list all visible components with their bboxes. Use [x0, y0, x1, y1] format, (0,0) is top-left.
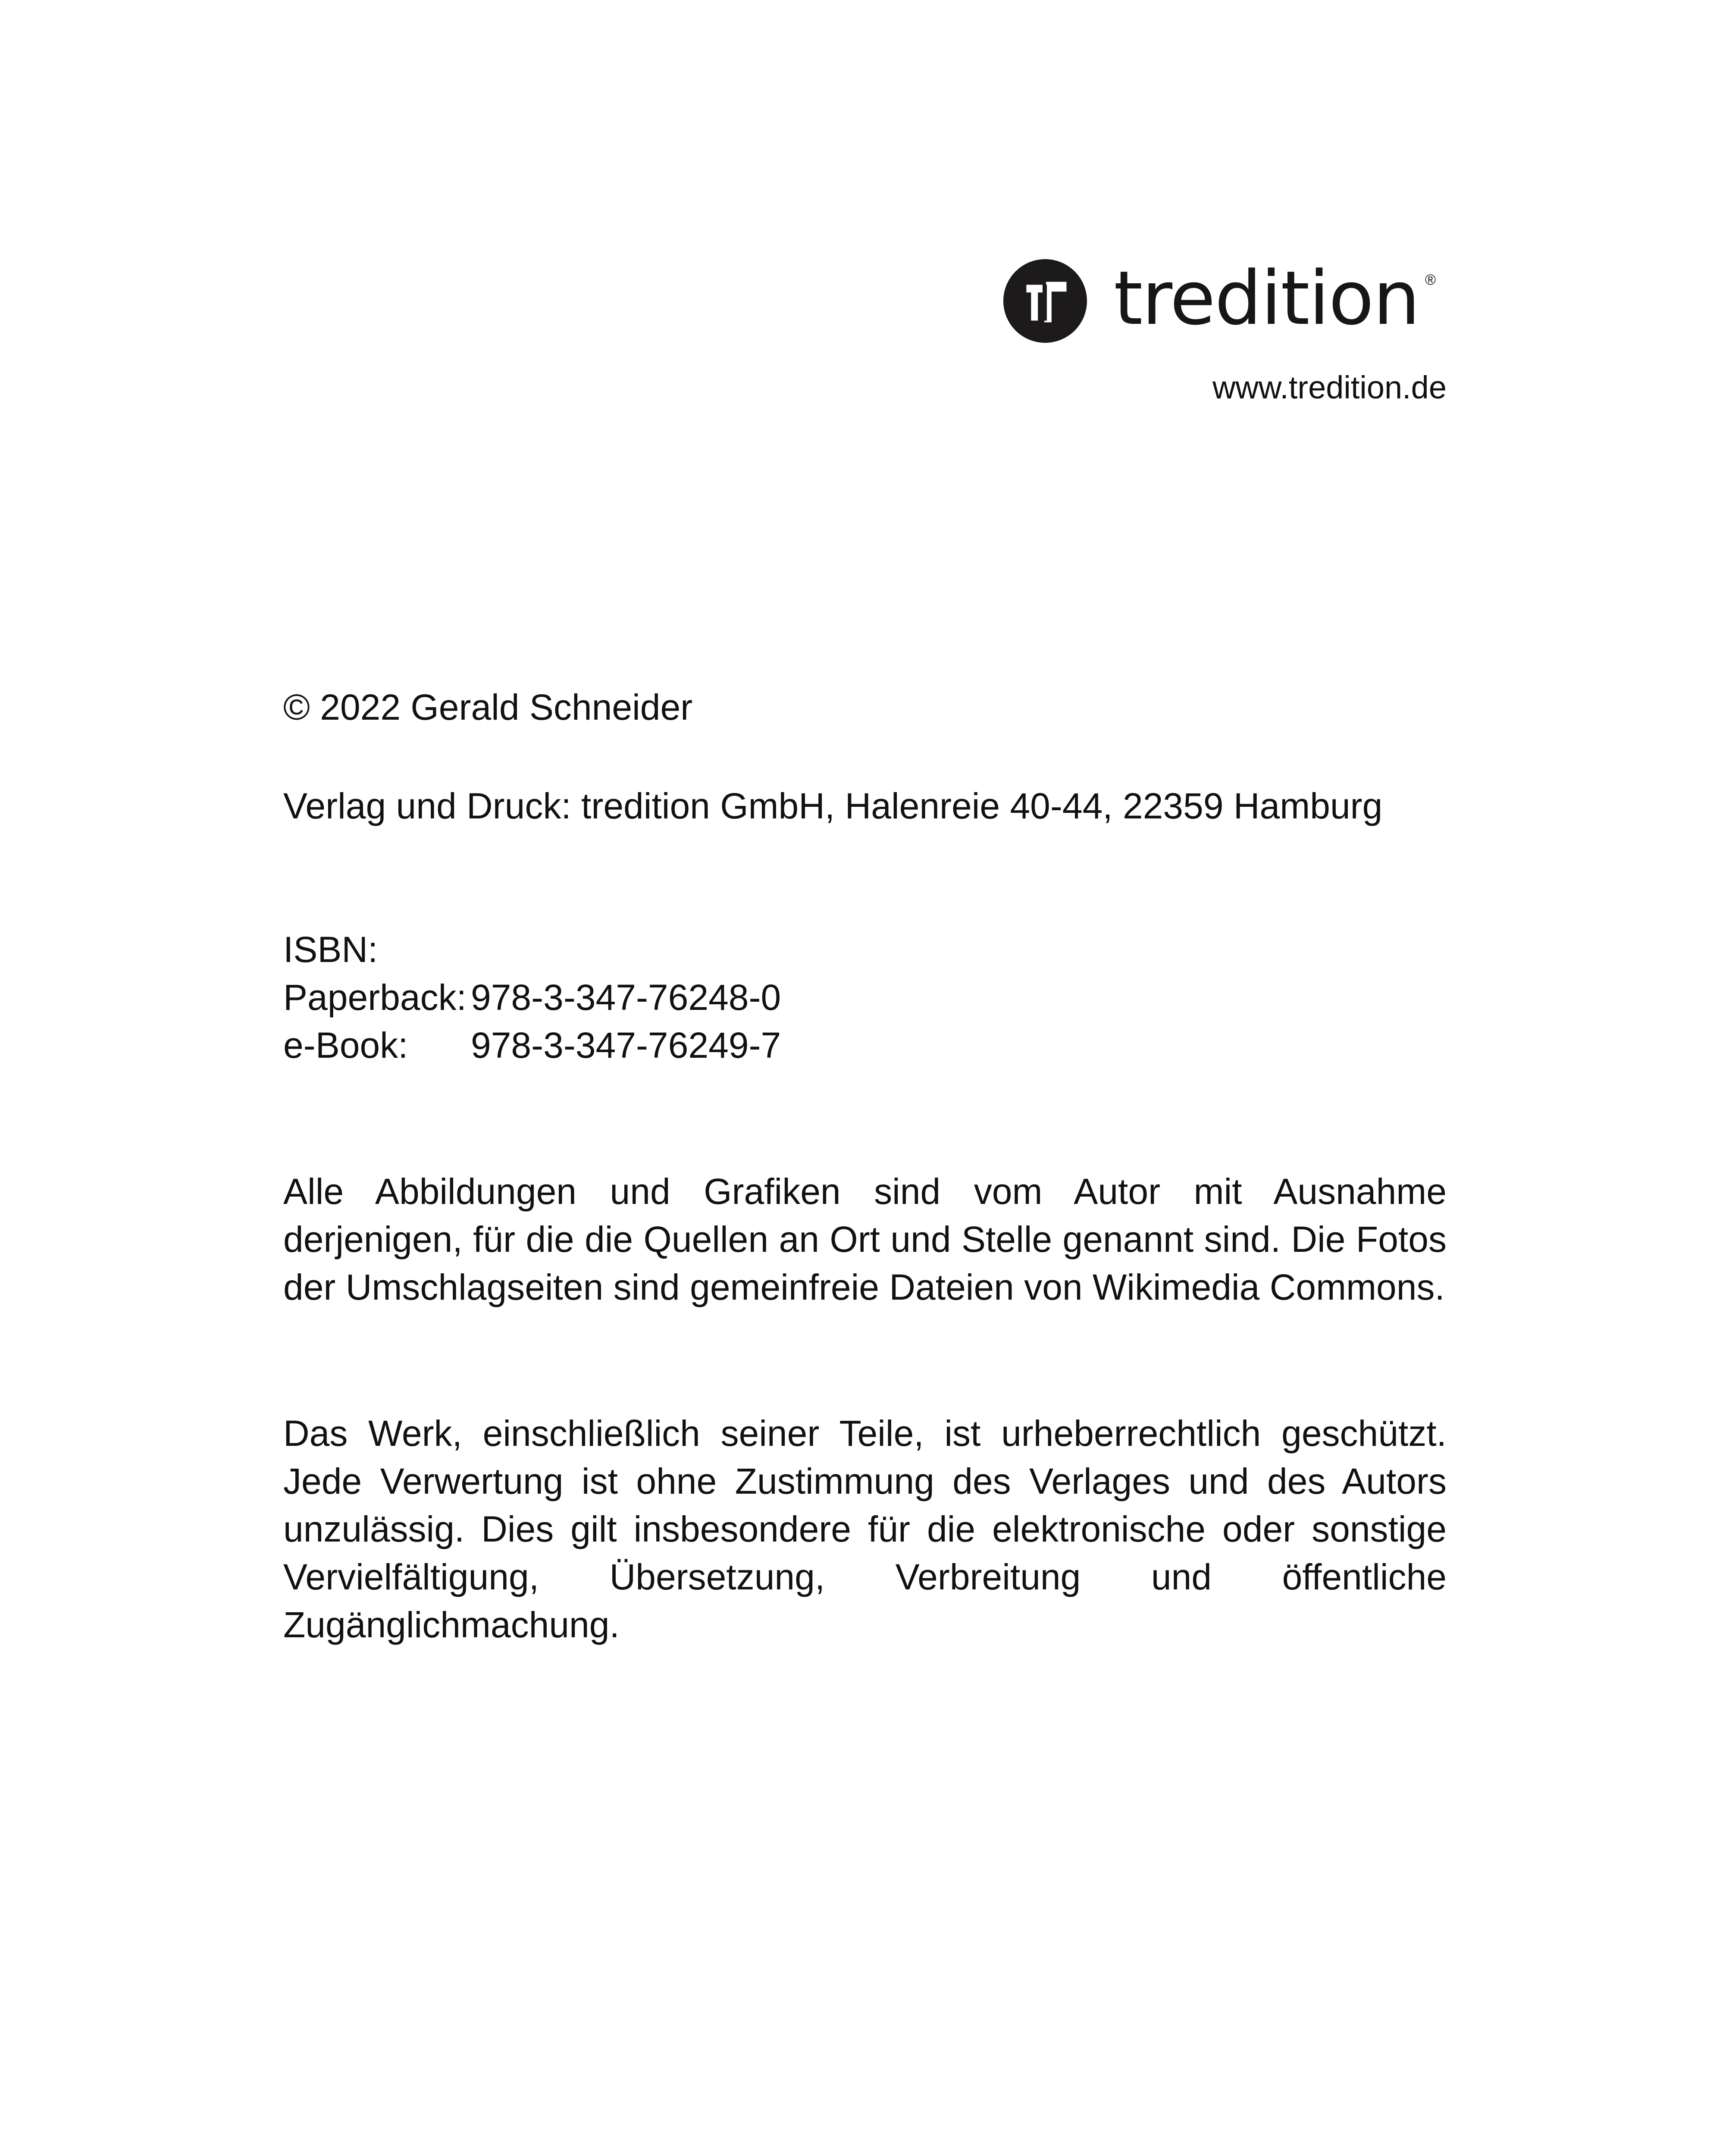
logo-wordmark: tredition — [1114, 254, 1419, 342]
registered-mark: ® — [1425, 272, 1436, 288]
isbn-heading: ISBN: — [283, 929, 378, 970]
imprint-content — [283, 683, 1447, 1649]
tredition-logo — [1002, 254, 1447, 347]
isbn-label: e-Book: — [283, 1025, 408, 1065]
website-url: www.tredition.de — [1212, 370, 1447, 405]
tredition-logo-icon — [1002, 258, 1088, 344]
copyright-notice-paragraph: Das Werk, einschließlich seiner Teile, ist urheberrechtlich geschützt. Jede Verwertung ist ohne Zustimmung des Verlages und des Autors unzulässig. Dies gilt insbesondere für die elektronische oder sonstige Vervielfältigung, Übersetzung, Verbreitung und öffentliche Zugänglichmachung. — [283, 1413, 1447, 1645]
isbn-row-paperback — [283, 974, 1447, 1022]
isbn-label: Paperback: — [283, 977, 467, 1018]
copyright-line: © 2022 Gerald Schneider — [283, 687, 693, 727]
image-credits-paragraph: Alle Abbildungen und Grafiken sind vom Autor mit Ausnahme derjenigen, für die die Quellen an Ort und Stelle genannt sind. Die Fotos der Umschlagseiten sind gemeinfreie Dateien von Wikimedia Commons. — [283, 1171, 1447, 1307]
isbn-row-ebook — [283, 1022, 1447, 1069]
isbn-value: 978-3-347-76249-7 — [471, 1025, 781, 1065]
publisher-line: Verlag und Druck: tredition GmbH, Halenreie 40-44, 22359 Hamburg — [283, 786, 1383, 826]
isbn-value: 978-3-347-76248-0 — [471, 977, 781, 1018]
isbn-block — [283, 926, 1447, 1069]
